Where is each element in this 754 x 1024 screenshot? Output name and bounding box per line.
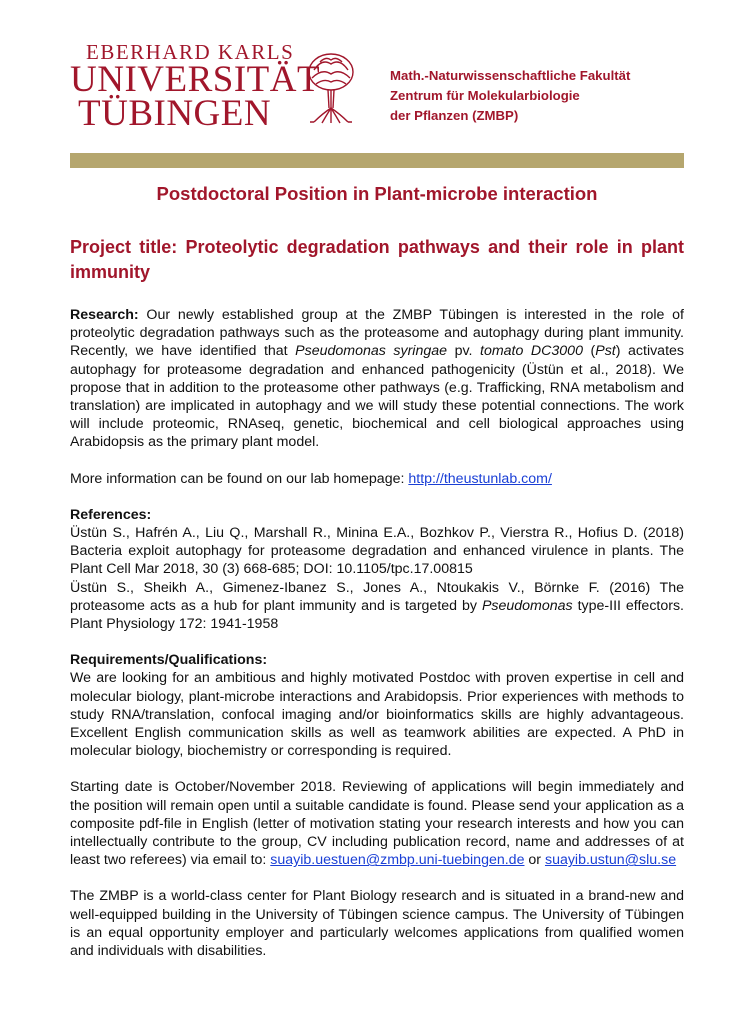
header-divider [70,153,684,168]
text: More information can be found on our lab homepage: [70,470,409,487]
text: or [524,852,545,869]
reference-1: Üstün S., Hafrén A., Liu Q., Marshall R., Minina E.A., Bozhkov P., Vierstra R., Hofius D. (2018) Bacteria exploit autophagy for proteasome degradation and enhanced virulence in plants. The Plant Cell Mar 2018, 30 (3) 668-685; DOI: 10.1105/tpc.17.00815 [70,525,684,578]
text: ) activates autophagy for proteasome degradation and enhanced pathogenicity (Üstün et al., 2018). We propose that in addition to the proteasome other pathways (e.g. Trafficking, RNA metabolism and translation) are implicated in autophagy and we will study these potential connections. The work will include proteomic, RNAseq, genetic, biochemical and cell biological approaches using Arabidopsis as the primary plant model. [70,343,685,451]
palm-tree-logo-icon [304,50,358,124]
requirements-heading [70,651,684,669]
italic-text: Pseudomonas syringae [295,343,448,360]
research-label: Research: [70,307,139,323]
research-paragraph [70,306,684,452]
references-label: References: [70,506,152,523]
text: ( [582,343,596,360]
application-paragraph [70,778,684,869]
requirements-label: Requirements/Qualifications: [70,652,268,669]
logo-line-2: UNIVERSITÄT [70,59,321,100]
document-body [70,306,684,960]
text: type-III effectors. Plant Physiology 172: 1941-1958 [70,597,685,633]
faculty-line: Zentrum für Molekularbiologie [390,88,580,103]
text: Üstün S., Sheikh A., Gimenez-Ibanez S., Jones A., Ntoukakis V., Börnke F. (2016) The proteasome acts as a hub for plant immunity and is targeted by [70,579,684,614]
email-link-tuebingen[interactable]: suayib.uestuen@zmbp.uni-tuebingen.de [270,852,525,869]
text: pv. [447,343,480,360]
italic-text: tomato DC3000 [480,343,583,360]
text: Our newly established group at the ZMBP Tübingen is interested in the role of proteolytic degradation pathways such as the proteasome and autophagy during plant immunity. Recently, we have identified that [70,307,684,360]
faculty-line: Math.-Naturwissenschaftliche Fakultät [390,68,631,83]
text: Starting date is October/November 2018. Reviewing of applications will begin immediately and the position will remain open until a suitable candidate is found. Please send your application as a composite pdf-file in English (letter of motivation stating your research interests and how you can intellectually contribute to the group, CV including publication record, name and addresses of at least two referees) via email to: [70,779,684,869]
letterhead [0,0,754,150]
requirements-paragraph: We are looking for an ambitious and highly motivated Postdoc with proven expertise in cell and molecular biology, plant-microbe interactions and Arabidopsis. Prior experiences with methods to study RNA/translation, confocal imaging and/or bioinformatics skills are highly advantageous. Excellent English communication skills as well as teamwork abilities are expected. A PhD in molecular biology, biochemistry or corresponding is required. [70,670,684,760]
logo-line-3: TÜBINGEN [78,93,272,134]
faculty-line: der Pflanzen (ZMBP) [390,108,519,123]
faculty-block [390,66,630,126]
reference-2 [70,579,684,634]
italic-text: Pst [595,343,616,360]
more-info-paragraph [70,470,684,488]
about-paragraph: The ZMBP is a world-class center for Plant Biology research and is situated in a brand-new and well-equipped building in the University of Tübingen science campus. The University of Tübingen is an equal opportunity employer and particularly welcomes applications from qualified women and individuals with disabilities. [70,888,684,960]
references-heading [70,506,684,524]
lab-homepage-link[interactable]: http://theustunlab.com/ [408,470,552,487]
project-title: Project title: Proteolytic degradation pathways and their role in plant immunity [70,237,684,282]
page-title: Postdoctoral Position in Plant-microbe interaction [156,183,598,204]
italic-text: Pseudomonas [481,597,573,614]
email-link-slu[interactable]: suayib.ustun@slu.se [544,852,677,869]
logo-line-1: EBERHARD KARLS [86,40,295,64]
